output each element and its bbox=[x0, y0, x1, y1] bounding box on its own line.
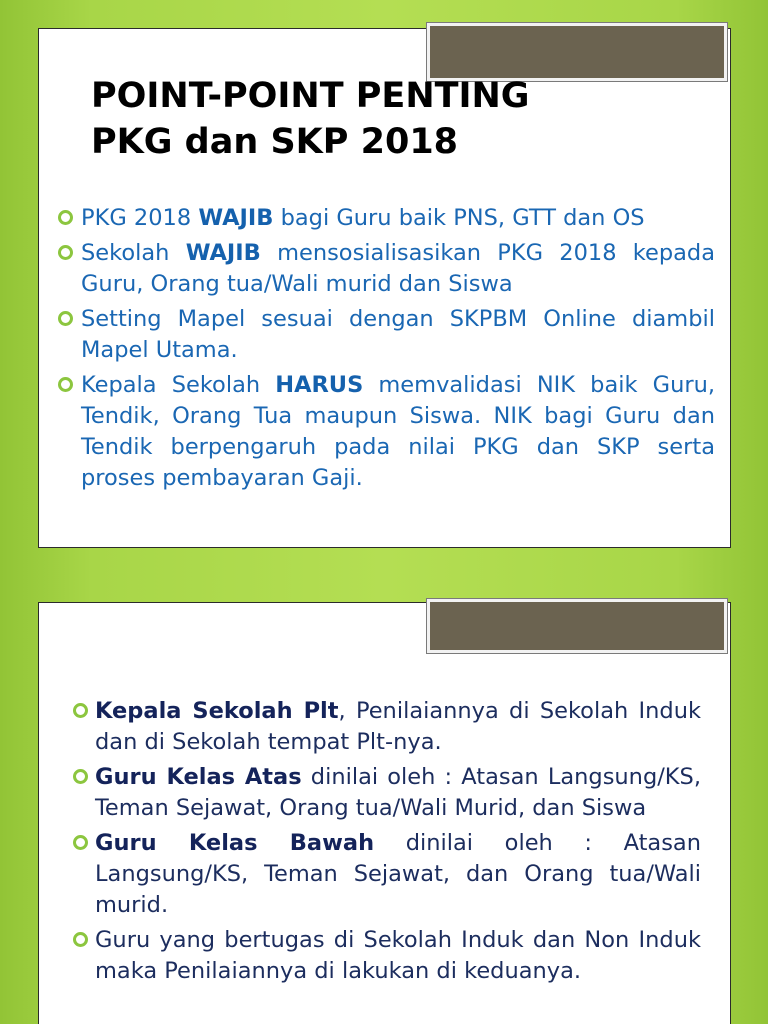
bullet-item bbox=[95, 925, 701, 987]
bullet-emphasis: Guru Kelas Bawah bbox=[95, 830, 375, 856]
bullet-text: bagi Guru baik PNS, GTT dan OS bbox=[273, 205, 645, 231]
bullet-text: memvalidasi NIK baik Guru, Tendik, Orang Tua maupun Siswa. NIK bagi Guru dan Tendik berpengaruh pada nilai PKG dan SKP serta proses pembayaran Gaji. bbox=[81, 372, 715, 491]
bullet-text: dinilai oleh : Atasan Langsung/KS, Teman Sejawat, Orang tua/Wali Murid, dan Siswa bbox=[95, 764, 701, 821]
bullet-emphasis: Guru Kelas Atas bbox=[95, 764, 302, 790]
bullet-text: Kepala Sekolah bbox=[81, 372, 276, 398]
bullet-text: PKG 2018 bbox=[81, 205, 199, 231]
bullet-circle-icon bbox=[58, 311, 73, 326]
bullet-circle-icon bbox=[73, 835, 88, 850]
slide-2-content-panel bbox=[38, 602, 731, 1024]
slide-title bbox=[91, 73, 530, 165]
bullet-emphasis: Kepala Sekolah Plt bbox=[95, 698, 339, 724]
bullet-text: dinilai oleh : Atasan Langsung/KS, Teman Sejawat, dan Orang tua/Wali murid. bbox=[95, 830, 701, 918]
title-line-2: PKG dan SKP 2018 bbox=[91, 122, 459, 162]
slide-2-header-tab bbox=[427, 599, 727, 653]
bullet-item bbox=[81, 203, 715, 234]
bullet-emphasis: WAJIB bbox=[198, 205, 274, 231]
bullet-circle-icon bbox=[73, 703, 88, 718]
bullet-circle-icon bbox=[58, 210, 73, 225]
bullet-item bbox=[81, 370, 715, 494]
bullet-text: mensosialisasikan PKG 2018 kepada Guru, Orang tua/Wali murid dan Siswa bbox=[81, 240, 716, 297]
slide-1-content-panel bbox=[38, 28, 731, 548]
slide-2-bullet-list bbox=[95, 696, 701, 991]
bullet-item bbox=[95, 696, 701, 758]
bullet-circle-icon bbox=[73, 769, 88, 784]
title-line-1: POINT-POINT PENTING bbox=[91, 76, 530, 116]
bullet-circle-icon bbox=[73, 932, 88, 947]
bullet-item bbox=[95, 828, 701, 921]
bullet-item bbox=[81, 304, 715, 366]
bullet-text: Setting Mapel sesuai dengan SKPBM Online diambil Mapel Utama. bbox=[81, 306, 715, 363]
bullet-emphasis: HARUS bbox=[275, 372, 364, 398]
bullet-item bbox=[95, 762, 701, 824]
bullet-circle-icon bbox=[58, 377, 73, 392]
bullet-text: Guru yang bertugas di Sekolah Induk dan Non Induk maka Penilaiannya di lakukan di keduanya. bbox=[95, 927, 701, 984]
bullet-text: , Penilaiannya di Sekolah Induk dan di Sekolah tempat Plt-nya. bbox=[95, 698, 701, 755]
slide-2 bbox=[0, 576, 768, 1024]
slide-1-bullet-list bbox=[81, 203, 715, 498]
bullet-circle-icon bbox=[58, 245, 73, 260]
bullet-text: Sekolah bbox=[81, 240, 186, 266]
bullet-item bbox=[81, 238, 715, 300]
bullet-emphasis: WAJIB bbox=[185, 240, 261, 266]
